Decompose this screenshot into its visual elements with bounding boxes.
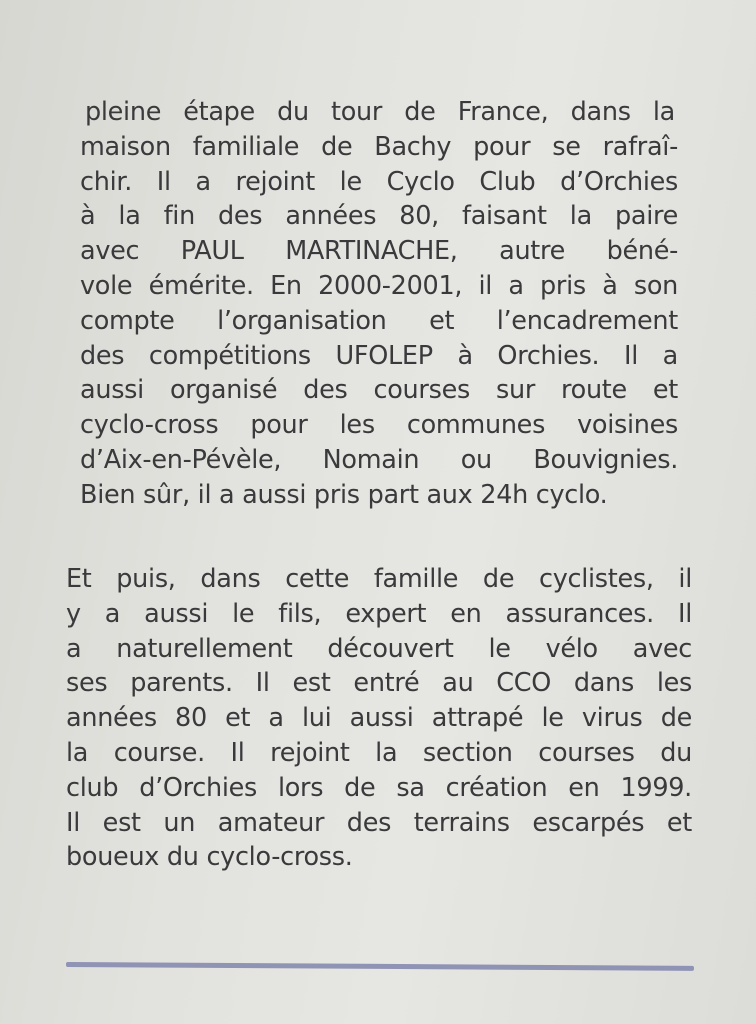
text-line: d’Aix-en-Pévèle, Nomain ou Bouvignies. [80, 444, 678, 475]
text-line: cyclo-cross pour les communes voisines [80, 410, 678, 441]
text-line: chir. Il a rejoint le Cyclo Club d’Orchies [80, 166, 678, 197]
text-line: Il est un amateur des terrains escarpés et [66, 807, 692, 838]
text-line: a naturellement découvert le vélo avec [66, 633, 692, 664]
text-line: boueux du cyclo-cross. [66, 842, 353, 873]
text-line: vole émérite. En 2000-2001, il a pris à son [80, 270, 678, 301]
text-line: aussi organisé des courses sur route et [80, 375, 678, 406]
text-line: y a aussi le fils, expert en assurances. Il [66, 598, 692, 629]
text-line: Bien sûr, il a aussi pris part aux 24h cyclo. [80, 479, 608, 510]
paragraph-1 [80, 95, 678, 513]
text-line: à la fin des années 80, faisant la paire [80, 201, 678, 232]
text-line: avec PAUL MARTINACHE, autre béné- [80, 236, 678, 267]
text-line: des compétitions UFOLEP à Orchies. Il a [80, 340, 678, 371]
paragraph-2 [66, 562, 692, 875]
text-line: ses parents. Il est entré au CCO dans les [66, 668, 692, 699]
text-line: années 80 et a lui aussi attrapé le virus de [66, 703, 692, 734]
text-line: club d’Orchies lors de sa création en 1999. [66, 772, 692, 803]
text-line: Et puis, dans cette famille de cyclistes, il [66, 564, 692, 594]
horizontal-rule [66, 962, 694, 971]
text-line: la course. Il rejoint la section courses du [66, 737, 692, 768]
text-line: compte l’organisation et l’encadrement [80, 305, 678, 336]
text-line: pleine étape du tour de France, dans la [85, 97, 675, 127]
text-line: maison familiale de Bachy pour se rafraî- [80, 131, 678, 162]
